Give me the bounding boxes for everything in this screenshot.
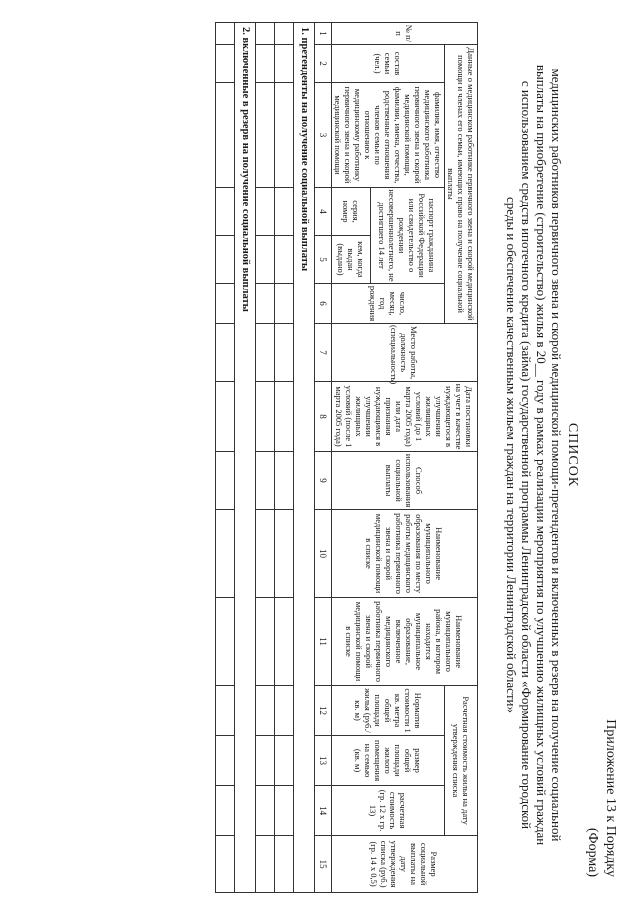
col-number: 7 <box>315 324 332 382</box>
section-1-row <box>294 23 315 893</box>
section-2-row <box>235 23 256 893</box>
col-area: размер общей площади жилого помещения на семью (кв. м) <box>332 736 445 786</box>
col-number: 2 <box>315 45 332 83</box>
list-table <box>215 22 478 893</box>
section-2-title: 2. включенные в резерв на получение социальной выплаты <box>235 23 256 893</box>
col-number: 5 <box>315 236 332 284</box>
col-workplace: Место работы, должность (специальность) <box>332 324 478 382</box>
title-line-3: с использованием средств ипотечного кредита (займа) государственной программы Ленинградской области «Формирование городской <box>519 80 534 830</box>
title-line-2: выплаты на приобретение (строительство) жилья в 20__ году в рамках реализации мероприятия по улучшению жилищных условий граждан <box>534 64 549 846</box>
col-number: 10 <box>315 510 332 598</box>
col-number: 12 <box>315 686 332 736</box>
col-number: 1 <box>315 23 332 45</box>
col-issued: кем, когда выдан (выдано) <box>332 236 371 284</box>
col-number: 4 <box>315 188 332 236</box>
col-series: серия, номер <box>332 188 371 236</box>
col-number: 11 <box>315 598 332 686</box>
col-cost: расчетная стоимость (гр. 12 х гр. 13) <box>332 786 445 836</box>
col-number: 8 <box>315 382 332 452</box>
table-row <box>256 23 275 893</box>
title-line-4: среды и обеспечение качественным жильем граждан на территории Ленинградской области» <box>504 196 519 714</box>
group-calc: Расчетная стоимость жилья на дату утверждения списка <box>445 686 478 836</box>
col-birth: число, месяц, год рождения <box>332 284 445 324</box>
col-norm: Норматив стоимости 1 кв. метра общей площади жилья (руб./кв. м) <box>332 686 445 736</box>
col-number: 6 <box>315 284 332 324</box>
col-date: Дата постановки на учет в качестве нуждающегося в улучшении жилищных условий (до 1 марта 2005 года) или дата признания нуждающимся в улучшении жилищных условий (после 1 марта 2005 года) <box>332 382 478 452</box>
col-passport: паспорт гражданина Российской Федерации или свидетельство о рождении несовершеннолетнего, не достигшего 14 лет <box>370 188 444 284</box>
col-number: 3 <box>315 83 332 188</box>
appendix-label: Приложение 13 к Порядку <box>603 719 618 877</box>
table-row <box>275 23 294 893</box>
col-number: 15 <box>315 836 332 893</box>
form-note: (Форма) <box>585 827 600 877</box>
col-family: состав семьи (чел.) <box>332 45 445 83</box>
group-personal: Данные о медицинском работнике первичного звена и скорой медицинской помощи и членах его семьи, имеющих право на получение социальной выплаты <box>445 45 478 324</box>
col-number: 13 <box>315 736 332 786</box>
col-payment: Размер социальной выплаты на дату утверждения списка (руб.) (гр. 14 x 0,5) <box>332 836 478 893</box>
section-1-title: 1. претенденты на получение социальной выплаты <box>294 23 315 893</box>
col-fio: фамилия, имя, отчество медицинского работника первичного звена и скорой медицинской помощи, фамилии, имена, отчества, родственные отношения членов семьи по отношению к медицинскому работнику первичного звена и скорой медицинской помощи <box>332 83 445 188</box>
col-number: 9 <box>315 452 332 510</box>
col-no: № п/п <box>332 23 478 45</box>
title-line-1: медицинских работников первичного звена и скорой медицинской помощи-претендентов и включенных в резерв на получение социальной <box>549 68 564 842</box>
title-heading: СПИСОК <box>565 422 580 488</box>
col-method: Способ использования социальной выплаты <box>332 452 478 510</box>
col-municipality-purchase: Наименование муниципального района, в котором находится муниципальное образование, включенное медицинского работника первичного звена и скорой медицинской помощи в списке <box>332 598 478 686</box>
table-row <box>216 23 235 893</box>
list-table-wrapper <box>215 22 478 892</box>
document-title <box>504 60 580 850</box>
col-municipality: Наименование муниципального образования по месту работы медицинского работника первичного звена и скорой медицинской помощи в списке <box>332 510 478 598</box>
column-numbers-row <box>315 23 332 893</box>
header-row-1 <box>445 23 478 893</box>
col-number: 14 <box>315 786 332 836</box>
